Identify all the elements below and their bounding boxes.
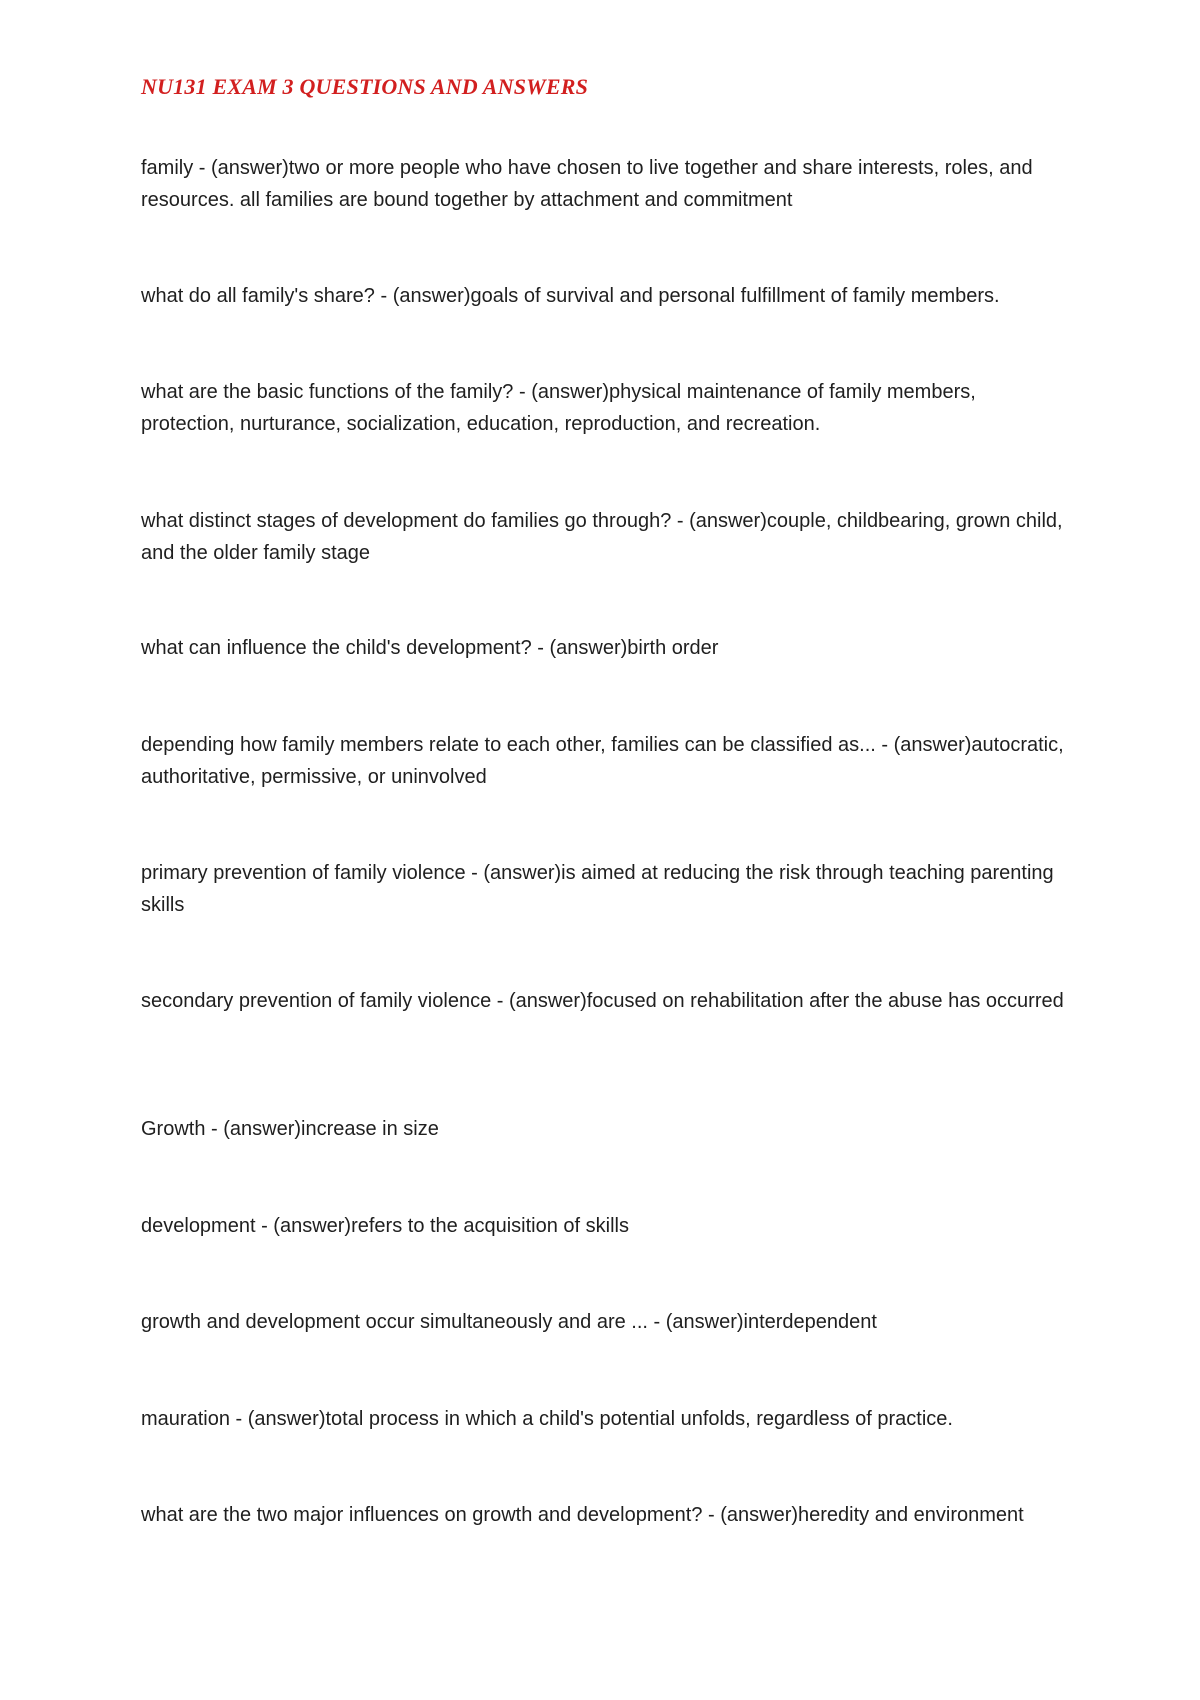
qa-entry-child-development: what can influence the child's development? - (answer)birth order [141, 637, 719, 659]
document-title: NU131 EXAM 3 QUESTIONS AND ANSWERS [141, 74, 589, 99]
qa-entry-primary-prevention: primary prevention of family violence - (answer)is aimed at reducing the risk through teaching parenting skills [141, 862, 1054, 916]
qa-entry-growth: Growth - (answer)increase in size [141, 1118, 439, 1140]
qa-entry-development: development - (answer)refers to the acquisition of skills [141, 1215, 629, 1237]
qa-entry-basic-functions: what are the basic functions of the family? - (answer)physical maintenance of family members, protection, nurturance, socialization, education, reproduction, and recreation. [141, 381, 976, 435]
qa-entry-maturation: mauration - (answer)total process in which a child's potential unfolds, regardless of practice. [141, 1408, 953, 1430]
qa-entry-major-influences: what are the two major influences on growth and development? - (answer)heredity and environment [141, 1504, 1024, 1526]
qa-entry-family-share: what do all family's share? - (answer)goals of survival and personal fulfillment of family members. [141, 285, 1000, 307]
qa-entry-family-classification: depending how family members relate to each other, families can be classified as... - (answer)autocratic, authoritative, permissive, or uninvolved [141, 734, 1064, 788]
qa-entry-family: family - (answer)two or more people who have chosen to live together and share interests, roles, and resources. all families are bound together by attachment and commitment [141, 157, 1033, 211]
qa-entry-interdependent: growth and development occur simultaneously and are ... - (answer)interdependent [141, 1311, 877, 1333]
qa-entry-family-stages: what distinct stages of development do families go through? - (answer)couple, childbearing, grown child, and the older family stage [141, 510, 1063, 564]
qa-entry-secondary-prevention: secondary prevention of family violence - (answer)focused on rehabilitation after the abuse has occurred [141, 990, 1064, 1012]
